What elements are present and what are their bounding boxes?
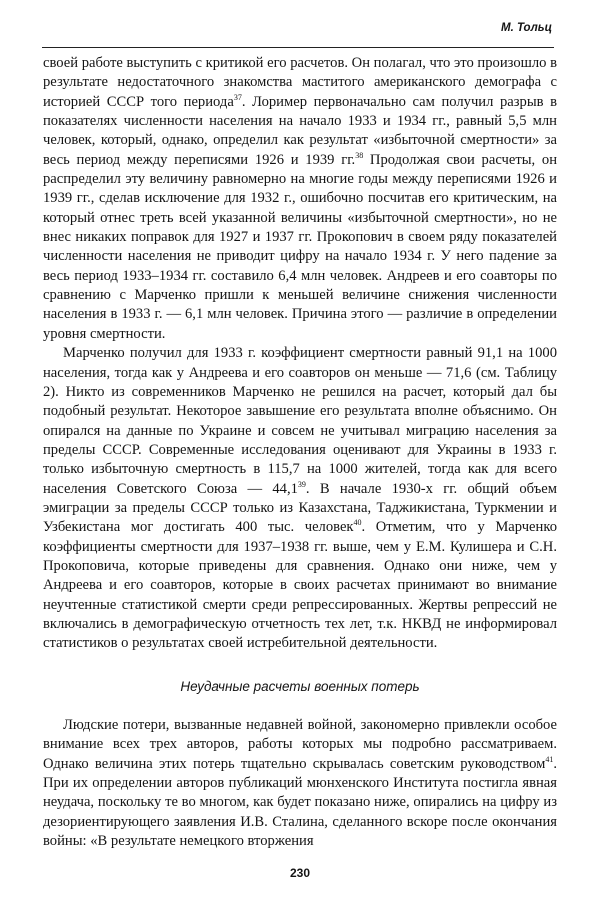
header-rule — [42, 47, 554, 48]
footnote-ref-40: 40 — [353, 518, 362, 528]
page-number: 230 — [289, 866, 311, 880]
footnote-ref-39: 39 — [297, 479, 306, 489]
footnote-ref-41: 41 — [545, 754, 554, 764]
paragraph-1: своей работе выступить с критикой его расчетов. Он полагал, что это произошло в результате недостаточного знакомства маститого американского демографа с историей СССР того периода$^{37}$. Лоример первоначально сам получил разрыв в показателях численности населения на начало 1933 и 1934 гг., равный 5,5 млн человек, который, однако, определил как результат «избыточной смертности» за весь период между переписями 1926 и 1939 гг.$^{38}$ Продолжая свои расчеты, он распределил эту величину равномерно на многие годы между переписями 1926 и 1939 гг., сделав исключение для 1932 г., ошибочно посчитав его критическим, на который отнес треть всей указанной величины «избыточной смертности», но не внес никаких поправок для 1927 и 1937 гг. Прокопович в своем ряду показателей численности населения не приводит цифру на начало 1934 г. У него падение за весь период 1933–1934 гг. составило 6,4 млн человек. Андреев и его соавторы по сравнению с Марченко пришли к меньшей величине снижения численности населения в 1933 г. — 6,1 млн человек. Причина этого — различие в определении уровня смертности. — [43, 55, 557, 342]
footnote-ref-37: 37 — [233, 92, 242, 102]
section-text — [43, 716, 557, 851]
paragraph-3: Людские потери, вызванные недавней войной, закономерно привлекли особое внимание всех трех авторов, работы которых мы подробно рассматриваем. Однако величина этих потерь тщательно скрывалась советским руководством$^{41}$. При их определении авторов публикаций мюнхенского Института постигла явная неудача, поскольку те во многом, как будет показано ниже, опирались на цифру из дезориентирующего заявления И.В. Сталина, сделанного вскоре после окончания войны: «В результате немецкого вторжения — [43, 717, 557, 850]
main-text — [43, 54, 557, 654]
section-heading: Неудачные расчеты военных потерь — [180, 679, 420, 694]
running-head-author: М. Тольц — [501, 22, 552, 34]
footnote-ref-38: 38 — [355, 150, 364, 160]
paragraph-2: Марченко получил для 1933 г. коэффициент смертности равный 91,1 на 1000 населения, тогда как у Андреева и его соавторов он меньше — 71,6 (см. Таблицу 2). Никто из современников Марченко не решился на расчет, который дал бы подобный результат. Некоторое завышение его результата вполне объяснимо. Он опирался на данные по Украине и совсем не учитывал миграцию населения за пределы СССР. Современные исследования оценивают для Украины в 1933 г. только избыточную смертность в 115,7 на 1000 жителей, тогда как для всего населения Советского Союза — 44,1$^{39}$. В начале 1930-х гг. общий объем эмиграции за пределы СССР только из Казахстана, Таджикистана, Туркмении и Узбекистана мог достигать 400 тыс. человек$^{40}$. Отметим, что у Марченко коэффициенты смертности для 1937–1938 гг. выше, чем у Е.М. Кулишера и С.Н. Прокоповича, которые приведены для сравнения. Однако они ниже, чем у Андреева и его соавторов, которые в своих расчетах принимают во внимание неучтенные статистикой смерти среди репрессированных. Жертвы репрессий не включались в демографическую отчетность тех лет, т.к. НКВД не информировал статистиков о результатах своей истребительной деятельности. — [43, 345, 557, 652]
